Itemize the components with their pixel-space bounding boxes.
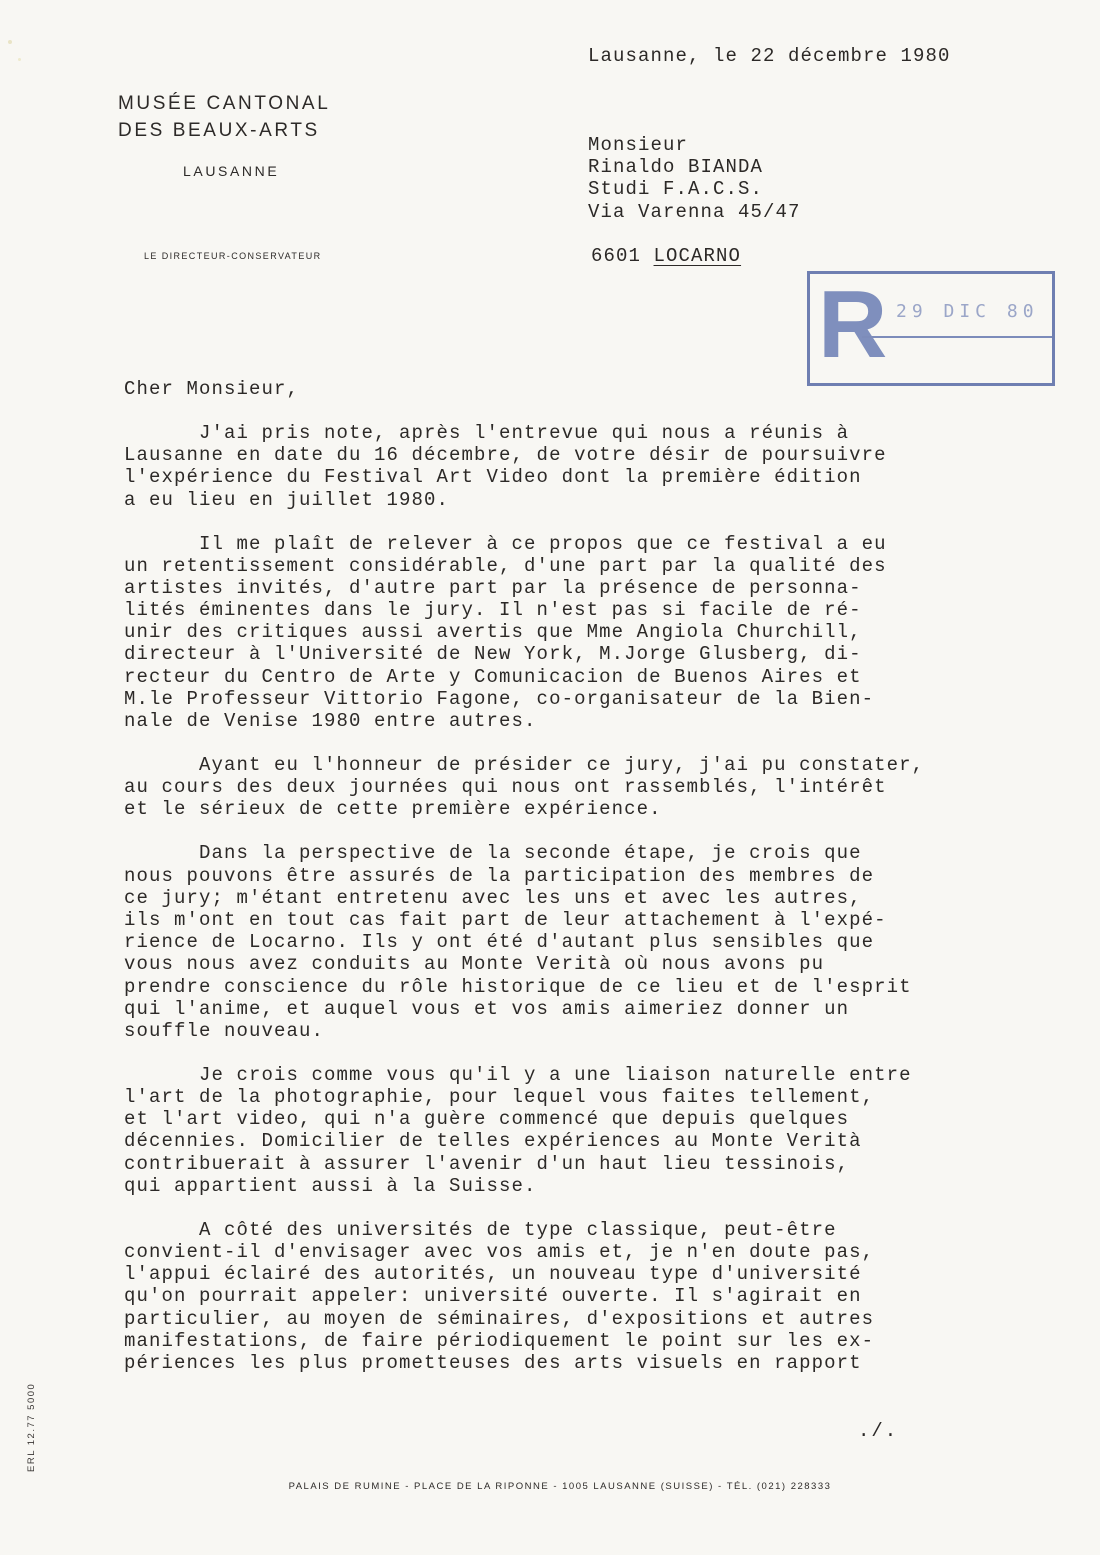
paragraph-line: directeur à l'Université de New York, M.Jorge Glusberg, di- <box>124 643 862 666</box>
letterhead-line: MUSÉE CANTONAL <box>118 93 331 114</box>
registered-mail-stamp <box>807 271 1055 386</box>
paragraph-line: A côté des universités de type classique, peut-être <box>124 1218 837 1241</box>
paper-speck <box>8 40 12 44</box>
paragraph-line: au cours des deux journées qui nous ont rassemblés, l'intérêt <box>124 776 887 799</box>
paragraph-line: convient-il d'envisager avec vos amis et, je n'en doute pas, <box>124 1240 875 1263</box>
paragraph-line: ils m'ont en tout cas fait part de leur attachement à l'expé- <box>124 908 887 931</box>
recipient-address-line: Monsieur <box>588 134 689 156</box>
paragraph-line: Lausanne en date du 16 décembre, de votre désir de poursuivre <box>124 444 887 467</box>
letter-body <box>124 378 924 1374</box>
paragraph-line: a eu lieu en juillet 1980. <box>124 488 450 511</box>
letterhead-museum-name <box>118 90 330 144</box>
paragraph-gap <box>124 1197 924 1219</box>
print-code: ERL 12.77 5000 <box>26 1382 37 1472</box>
paragraph-line: décennies. Domicilier de telles expériences au Monte Verità <box>124 1130 862 1153</box>
stamp-date: 29 DIC 80 <box>896 301 1039 322</box>
paragraph-line: rience de Locarno. Ils y ont été d'autant plus sensibles que <box>124 931 875 954</box>
salutation: Cher Monsieur, <box>124 378 300 400</box>
recipient-address-line: Rinaldo BIANDA <box>588 156 764 179</box>
letterhead-footer-address: PALAIS DE RUMINE - PLACE DE LA RIPONNE - 1005 LAUSANNE (SUISSE) - TÉL. (021) 228333 <box>288 1481 832 1492</box>
paragraph <box>124 533 924 733</box>
recipient-postal-line <box>591 245 741 267</box>
stamp-rule <box>862 336 1052 338</box>
paragraph-gap <box>124 511 924 533</box>
paragraph <box>124 1219 924 1374</box>
letter-date: Lausanne, le 22 décembre 1980 <box>588 45 951 67</box>
paragraph-line: qui l'anime, et auquel vous et vos amis aimeriez donner un <box>124 997 850 1020</box>
paragraph-line: qui appartient aussi à la Suisse. <box>124 1174 537 1197</box>
paragraph-gap <box>124 732 924 754</box>
paragraph-line: manifestations, de faire périodiquement le point sur les ex- <box>124 1329 875 1352</box>
paragraph <box>124 422 924 511</box>
recipient-address-line: Via Varenna 45/47 <box>588 200 801 223</box>
paragraph <box>124 842 924 1042</box>
recipient-address <box>588 134 801 223</box>
paragraph-line: Je crois comme vous qu'il y a une liaison naturelle entre <box>124 1063 912 1086</box>
paragraph-line: qu'on pourrait appeler: université ouverte. Il s'agirait en <box>124 1285 862 1308</box>
paragraph-line: un retentissement considérable, d'une part par la qualité des <box>124 554 887 577</box>
paragraph-line: l'expérience du Festival Art Video dont la première édition <box>124 466 862 489</box>
stamp-letter: R <box>818 271 888 378</box>
paragraph-gap <box>124 400 924 422</box>
paragraph-line: Il me plaît de relever à ce propos que ce festival a eu <box>124 532 887 555</box>
recipient-address-line: Studi F.A.C.S. <box>588 178 764 201</box>
paragraph-gap <box>124 821 924 843</box>
paragraph <box>124 1064 924 1197</box>
paragraph-line: et l'art video, qui n'a guère commencé que depuis quelques <box>124 1108 850 1131</box>
paragraph-line: périences les plus prometteuses des arts visuels en rapport <box>124 1351 862 1374</box>
paragraph-gap <box>124 1042 924 1064</box>
paragraph-line: l'art de la photographie, pour lequel vous faites tellement, <box>124 1086 875 1109</box>
paragraph-line: recteur du Centro de Arte y Comunicacion de Buenos Aires et <box>124 665 862 688</box>
paragraph-line: unir des critiques aussi avertis que Mme Angiola Churchill, <box>124 621 862 644</box>
paragraph-line: vous nous avez conduits au Monte Verità où nous avons pu <box>124 953 825 976</box>
paragraph <box>124 754 924 821</box>
paragraph-line: l'appui éclairé des autorités, un nouveau type d'université <box>124 1263 862 1286</box>
paragraph-line: particulier, au moyen de séminaires, d'expositions et autres <box>124 1307 875 1330</box>
paragraph-line: Dans la perspective de la seconde étape, je crois que <box>124 842 862 865</box>
paragraph-line: artistes invités, d'autre part par la présence de personna- <box>124 576 862 599</box>
letterhead-line: DES BEAUX-ARTS <box>118 120 320 141</box>
paragraph-line: nous pouvons être assurés de la participation des membres de <box>124 864 875 887</box>
letterhead-director-title: LE DIRECTEUR-CONSERVATEUR <box>144 251 322 261</box>
page-continuation-mark: ./. <box>858 1420 899 1442</box>
paragraph-line: nale de Venise 1980 entre autres. <box>124 710 537 733</box>
recipient-city: LOCARNO <box>653 245 742 267</box>
paragraph-line: Ayant eu l'honneur de présider ce jury, j'ai pu constater, <box>124 754 925 777</box>
paragraph-line: et le sérieux de cette première expérience. <box>124 798 662 821</box>
paragraph-line: prendre conscience du rôle historique de ce lieu et de l'esprit <box>124 975 912 998</box>
paragraph-line: M.le Professeur Vittorio Fagone, co-organisateur de la Bien- <box>124 687 875 710</box>
paragraph-line: souffle nouveau. <box>124 1019 325 1042</box>
paragraph-line: contribuerait à assurer l'avenir d'un haut lieu tessinois, <box>124 1152 850 1175</box>
recipient-postal-code: 6601 <box>591 245 642 267</box>
paragraph-line: J'ai pris note, après l'entrevue qui nous a réunis à <box>124 421 850 444</box>
paper-speck <box>18 58 21 61</box>
paragraph-line: lités éminentes dans le jury. Il n'est pas si facile de ré- <box>124 599 862 622</box>
letterhead-city: LAUSANNE <box>183 163 280 179</box>
paragraph-line: ce jury; m'étant entretenu avec les uns et avec les autres, <box>124 886 862 909</box>
